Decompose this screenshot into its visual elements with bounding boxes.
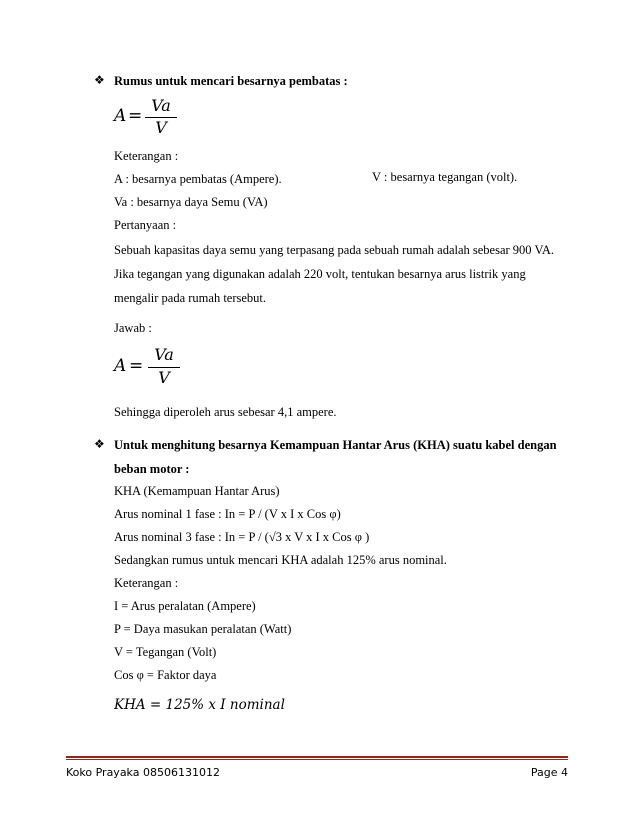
- formula-equals: =: [129, 356, 144, 376]
- pertanyaan-label: Pertanyaan :: [114, 218, 177, 232]
- formula-equals: =: [128, 106, 143, 126]
- footer-rule-thin: [66, 759, 568, 760]
- section2-heading-cont: beban motor :: [114, 462, 190, 476]
- formula-lhs: A: [114, 106, 127, 126]
- kha-line: Sedangkan rumus untuk mencari KHA adalah 125% arus nominal.: [114, 553, 447, 567]
- footer-rule: [66, 756, 568, 758]
- diamond-bullet-icon: ❖: [94, 73, 105, 87]
- section2-heading: Untuk menghitung besarnya Kemampuan Hantar Arus (KHA) suatu kabel dengan: [114, 438, 557, 452]
- kha-line: Cos φ = Faktor daya: [114, 668, 217, 682]
- question-line: Sebuah kapasitas daya semu yang terpasang pada sebuah rumah adalah sebesar 900 VA.: [114, 243, 555, 257]
- formula-lhs: A: [114, 356, 127, 376]
- question-line: Jika tegangan yang digunakan adalah 220 volt, tentukan besarnya arus listrik yang: [114, 267, 526, 281]
- formula-numerator: Va: [154, 345, 174, 364]
- footer-page-number: Page 4: [530, 766, 568, 779]
- kha-line: V = Tegangan (Volt): [114, 645, 217, 659]
- definition-va: Va : besarnya daya Semu (VA): [114, 195, 268, 209]
- diamond-bullet-icon: ❖: [94, 437, 105, 451]
- kha-line: Arus nominal 3 fase : In = P / (√3 x V x I x Cos φ ): [114, 530, 370, 544]
- formula-denominator: V: [158, 368, 170, 387]
- kha-line: Arus nominal 1 fase : In = P / (V x I x Cos φ): [114, 507, 341, 521]
- jawab-label: Jawab :: [114, 321, 152, 335]
- conclusion-text: Sehingga diperoleh arus sebesar 4,1 ampere.: [114, 405, 337, 419]
- formula-denominator: V: [155, 118, 167, 137]
- kha-formula: KHA = 125% x I nominal: [114, 697, 285, 713]
- section1-heading: Rumus untuk mencari besarnya pembatas :: [114, 74, 348, 88]
- footer-author: Koko Prayaka 08506131012: [66, 766, 220, 779]
- kha-line: Keterangan :: [114, 576, 179, 590]
- keterangan-label: Keterangan :: [114, 149, 179, 163]
- definition-v: V : besarnya tegangan (volt).: [372, 170, 518, 184]
- kha-line: KHA (Kemampuan Hantar Arus): [114, 484, 280, 498]
- formula-numerator: Va: [151, 96, 171, 115]
- kha-line: P = Daya masukan peralatan (Watt): [114, 622, 292, 636]
- definition-a: A : besarnya pembatas (Ampere).: [114, 172, 282, 186]
- kha-line: I = Arus peralatan (Ampere): [114, 599, 256, 613]
- question-line: mengalir pada rumah tersebut.: [114, 291, 267, 305]
